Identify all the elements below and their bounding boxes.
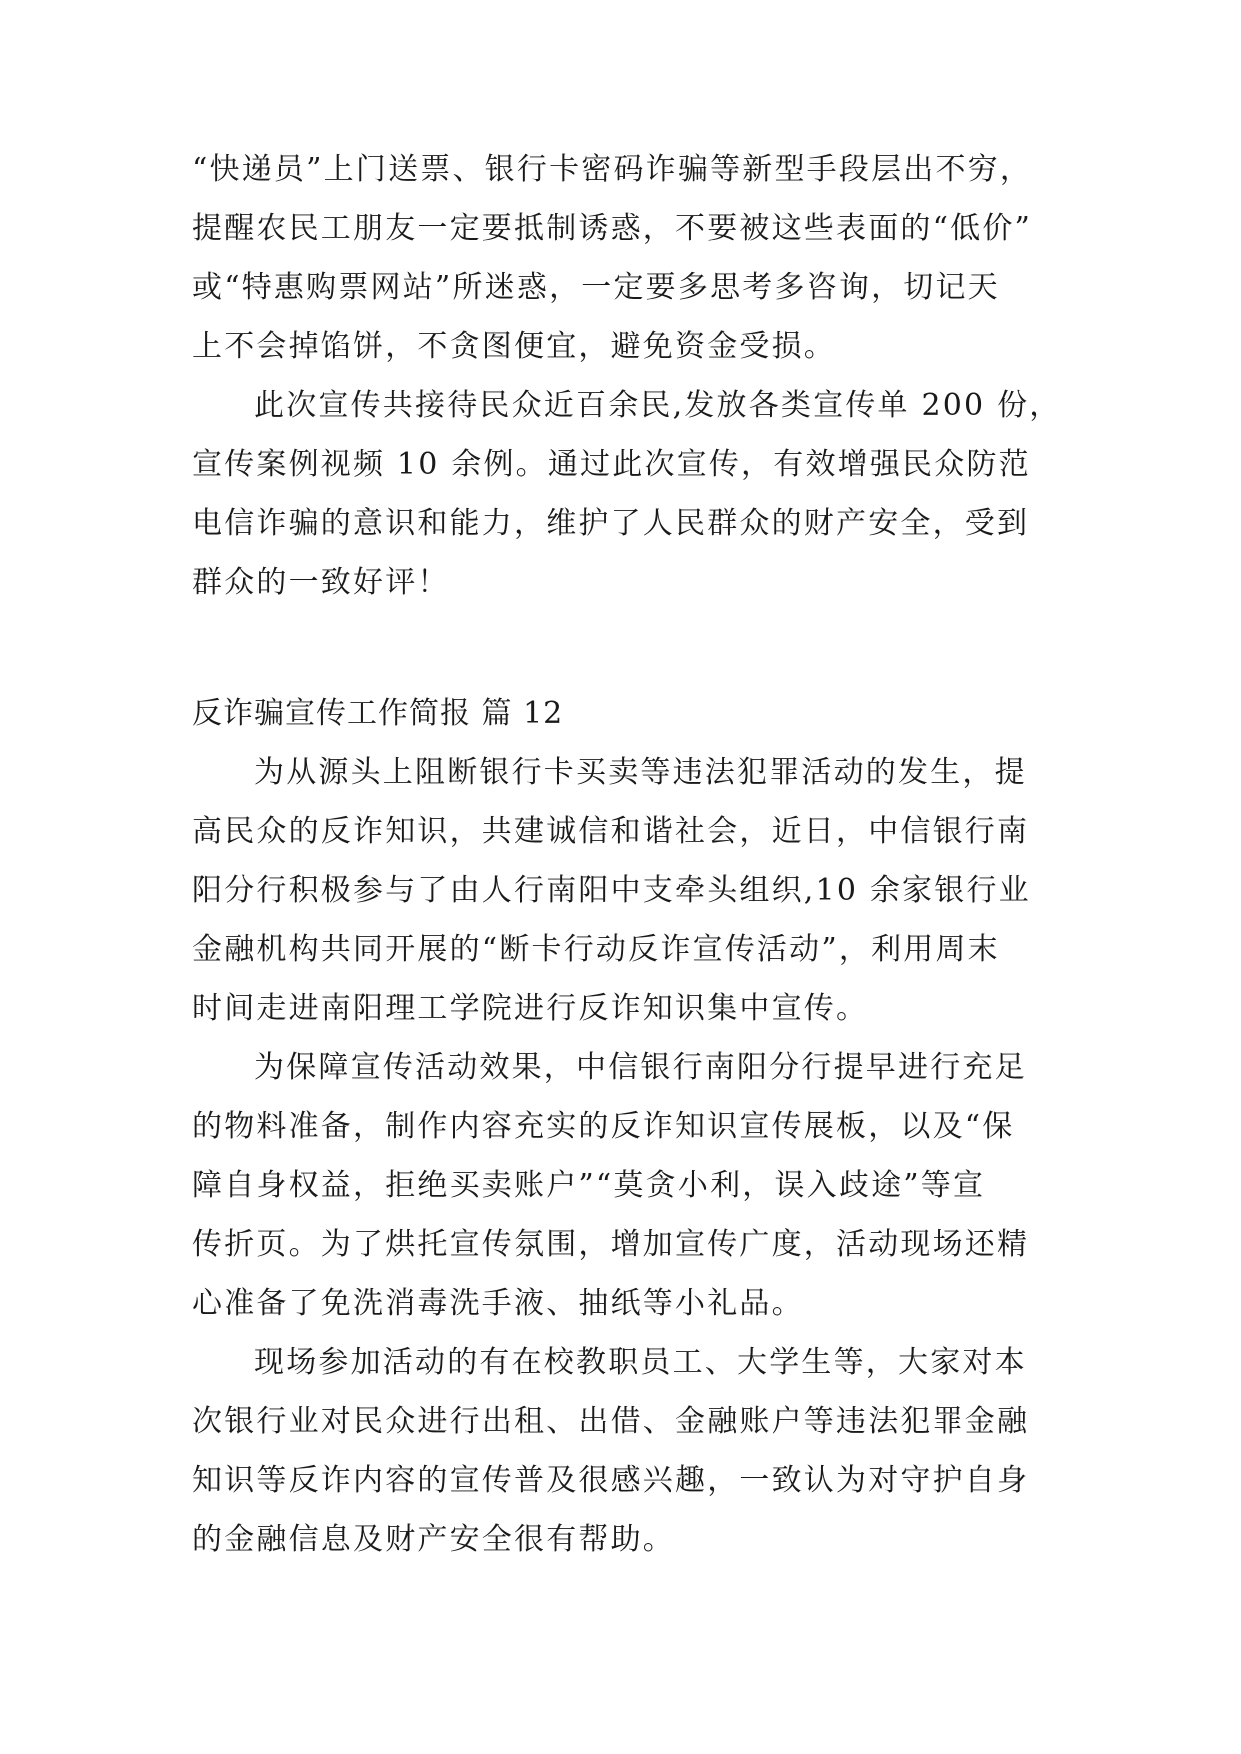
text-line: 群众的一致好评！ bbox=[192, 565, 450, 600]
text-line: 阳分行积极参与了由人行南阳中支牵头组织,10 余家银行业 bbox=[192, 873, 1031, 908]
text-line: 为保障宣传活动效果，中信银行南阳分行提早进行充足 bbox=[254, 1050, 1027, 1085]
text-line: 上不会掉馅饼，不贪图便宜，避免资金受损。 bbox=[192, 329, 836, 364]
text-line: 金融机构共同开展的“断卡行动反诈宣传活动”，利用周末 bbox=[192, 932, 1000, 967]
text-line: 的金融信息及财产安全很有帮助。 bbox=[192, 1522, 675, 1557]
text-line: 知识等反诈内容的宣传普及很感兴趣，一致认为对守护自身 bbox=[192, 1463, 1030, 1498]
paragraph-campaign-summary bbox=[192, 376, 1062, 612]
text-line: 电信诈骗的意识和能力，维护了人民群众的财产安全，受到 bbox=[192, 506, 1030, 541]
text-line: 提醒农民工朋友一定要抵制诱惑，不要被这些表面的“低价” bbox=[192, 211, 1033, 246]
text-line: 高民众的反诈知识，共建诚信和谐社会，近日，中信银行南 bbox=[192, 814, 1030, 849]
text-line: 宣传案例视频 10 余例。通过此次宣传，有效增强民众防范 bbox=[192, 447, 1031, 482]
paragraph-scam-warning bbox=[192, 140, 1062, 376]
text-line: 次银行业对民众进行出租、出借、金融账户等违法犯罪金融 bbox=[192, 1404, 1030, 1439]
paragraph-preparation bbox=[192, 1038, 1062, 1333]
section-heading: 反诈骗宣传工作简报 篇 12 bbox=[192, 696, 564, 731]
text-line: 或“特惠购票网站”所迷惑，一定要多思考多咨询，切记天 bbox=[192, 270, 1000, 305]
text-line: 的物料准备，制作内容充实的反诈知识宣传展板，以及“保 bbox=[192, 1109, 1015, 1144]
paragraph-event-intro bbox=[192, 743, 1062, 1038]
paragraph-participants bbox=[192, 1333, 1062, 1569]
text-line: 传折页。为了烘托宣传氛围，增加宣传广度，活动现场还精 bbox=[192, 1227, 1030, 1262]
text-line: 时间走进南阳理工学院进行反诈知识集中宣传。 bbox=[192, 991, 869, 1026]
text-line: 心准备了免洗消毒洗手液、抽纸等小礼品。 bbox=[192, 1286, 804, 1321]
text-line: 障自身权益，拒绝买卖账户”“莫贪小利，误入歧途”等宣 bbox=[192, 1168, 986, 1203]
text-line: 现场参加活动的有在校教职员工、大学生等，大家对本 bbox=[254, 1345, 1027, 1380]
text-line: 为从源头上阻断银行卡买卖等违法犯罪活动的发生，提 bbox=[254, 755, 1027, 790]
text-line: 此次宣传共接待民众近百余民,发放各类宣传单 200 份， bbox=[254, 388, 1062, 423]
text-line: “快递员”上门送票、银行卡密码诈骗等新型手段层出不穷， bbox=[192, 152, 1033, 187]
